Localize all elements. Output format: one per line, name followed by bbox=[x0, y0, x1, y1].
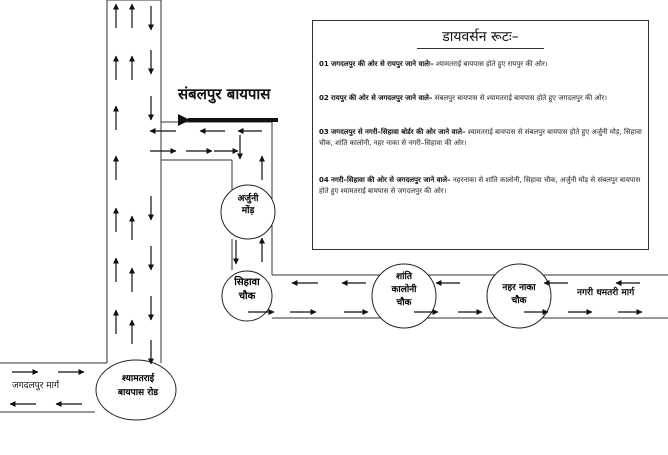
arjuni-mod-label bbox=[226, 193, 270, 217]
shyamtarai-bypass-label bbox=[100, 372, 176, 400]
route-heading: रायपुर की ओर से जगदलपुर जाने वाले– bbox=[330, 94, 433, 102]
panel-title: डायवर्सन रूटः– bbox=[442, 29, 519, 45]
sihawa-line2: चौक bbox=[238, 291, 256, 302]
route-item-4 bbox=[319, 175, 642, 197]
arjuni-line2: मोंड़ bbox=[241, 206, 255, 216]
route-number: 04 bbox=[319, 176, 329, 184]
route-heading: नगरी–सिहावा की ओर से जगदलपुर जाने वाले– bbox=[330, 176, 451, 184]
shanti-line1: शांति bbox=[396, 272, 412, 282]
route-number: 03 bbox=[319, 128, 329, 136]
route-heading: जगदलपुर की ओर से रायपुर जाने वालेः– bbox=[330, 60, 434, 68]
shyamtarai-line1: श्यामतराई bbox=[121, 374, 155, 384]
sihawa-line1: सिहावा bbox=[234, 277, 260, 288]
route-item-3 bbox=[319, 127, 642, 149]
diversion-route-panel bbox=[312, 20, 649, 250]
arjuni-line1: अर्जुनी bbox=[237, 194, 259, 204]
shanti-line3: चौक bbox=[396, 298, 412, 308]
route-item-1 bbox=[319, 59, 642, 70]
route-number: 01 bbox=[319, 60, 329, 68]
nahar-line1: नहर नाका bbox=[502, 283, 536, 293]
nahar-line2: चौक bbox=[511, 296, 527, 306]
route-text: श्यामतराई बायपास होते हुए रायपुर की ओर। bbox=[433, 60, 548, 68]
route-number: 02 bbox=[319, 94, 329, 102]
shyamtarai-line2: बायपास रोड bbox=[117, 388, 159, 398]
route-text: नहरनाका से शांति कालोनी, सिहावा चौक, अर्जुनी मोंड़ से संबलपुर बायपास होते हुए श्यामतराई बायपास से जगदलपुर की ओर। bbox=[319, 176, 641, 195]
nahar-naka-label bbox=[491, 282, 547, 308]
vertical-road bbox=[107, 0, 161, 363]
sambalpur-bypass-label: संबलपुर बायपास bbox=[178, 85, 271, 103]
shanti-colony-label bbox=[378, 271, 430, 310]
route-text: श्यामतराई बायपास से संबलपुर बायपास होते हुए अर्जुनी मोड़, सिहावा चौक, शांति कालोनी, नहर नाका से नगरी–सिहावा की ओर। bbox=[319, 128, 642, 147]
jagdalpur-road-label: जगदलपुर मार्ग bbox=[12, 381, 60, 391]
title-underline bbox=[417, 48, 544, 49]
shanti-line2: कालोनी bbox=[391, 285, 417, 295]
route-item-2 bbox=[319, 93, 642, 104]
route-text: संबलपुर बायपास से श्यामतराई बायपास होते हुए जगदलपुर की ओर। bbox=[432, 94, 608, 102]
route-heading: जगदलपुर से नगरी–सिहावा बोर्डर की ओर जाने वाले– bbox=[330, 128, 466, 136]
sihawa-chowk-label bbox=[225, 276, 269, 304]
nagri-road-label: नगरी धमतरी मार्ग bbox=[577, 288, 635, 298]
